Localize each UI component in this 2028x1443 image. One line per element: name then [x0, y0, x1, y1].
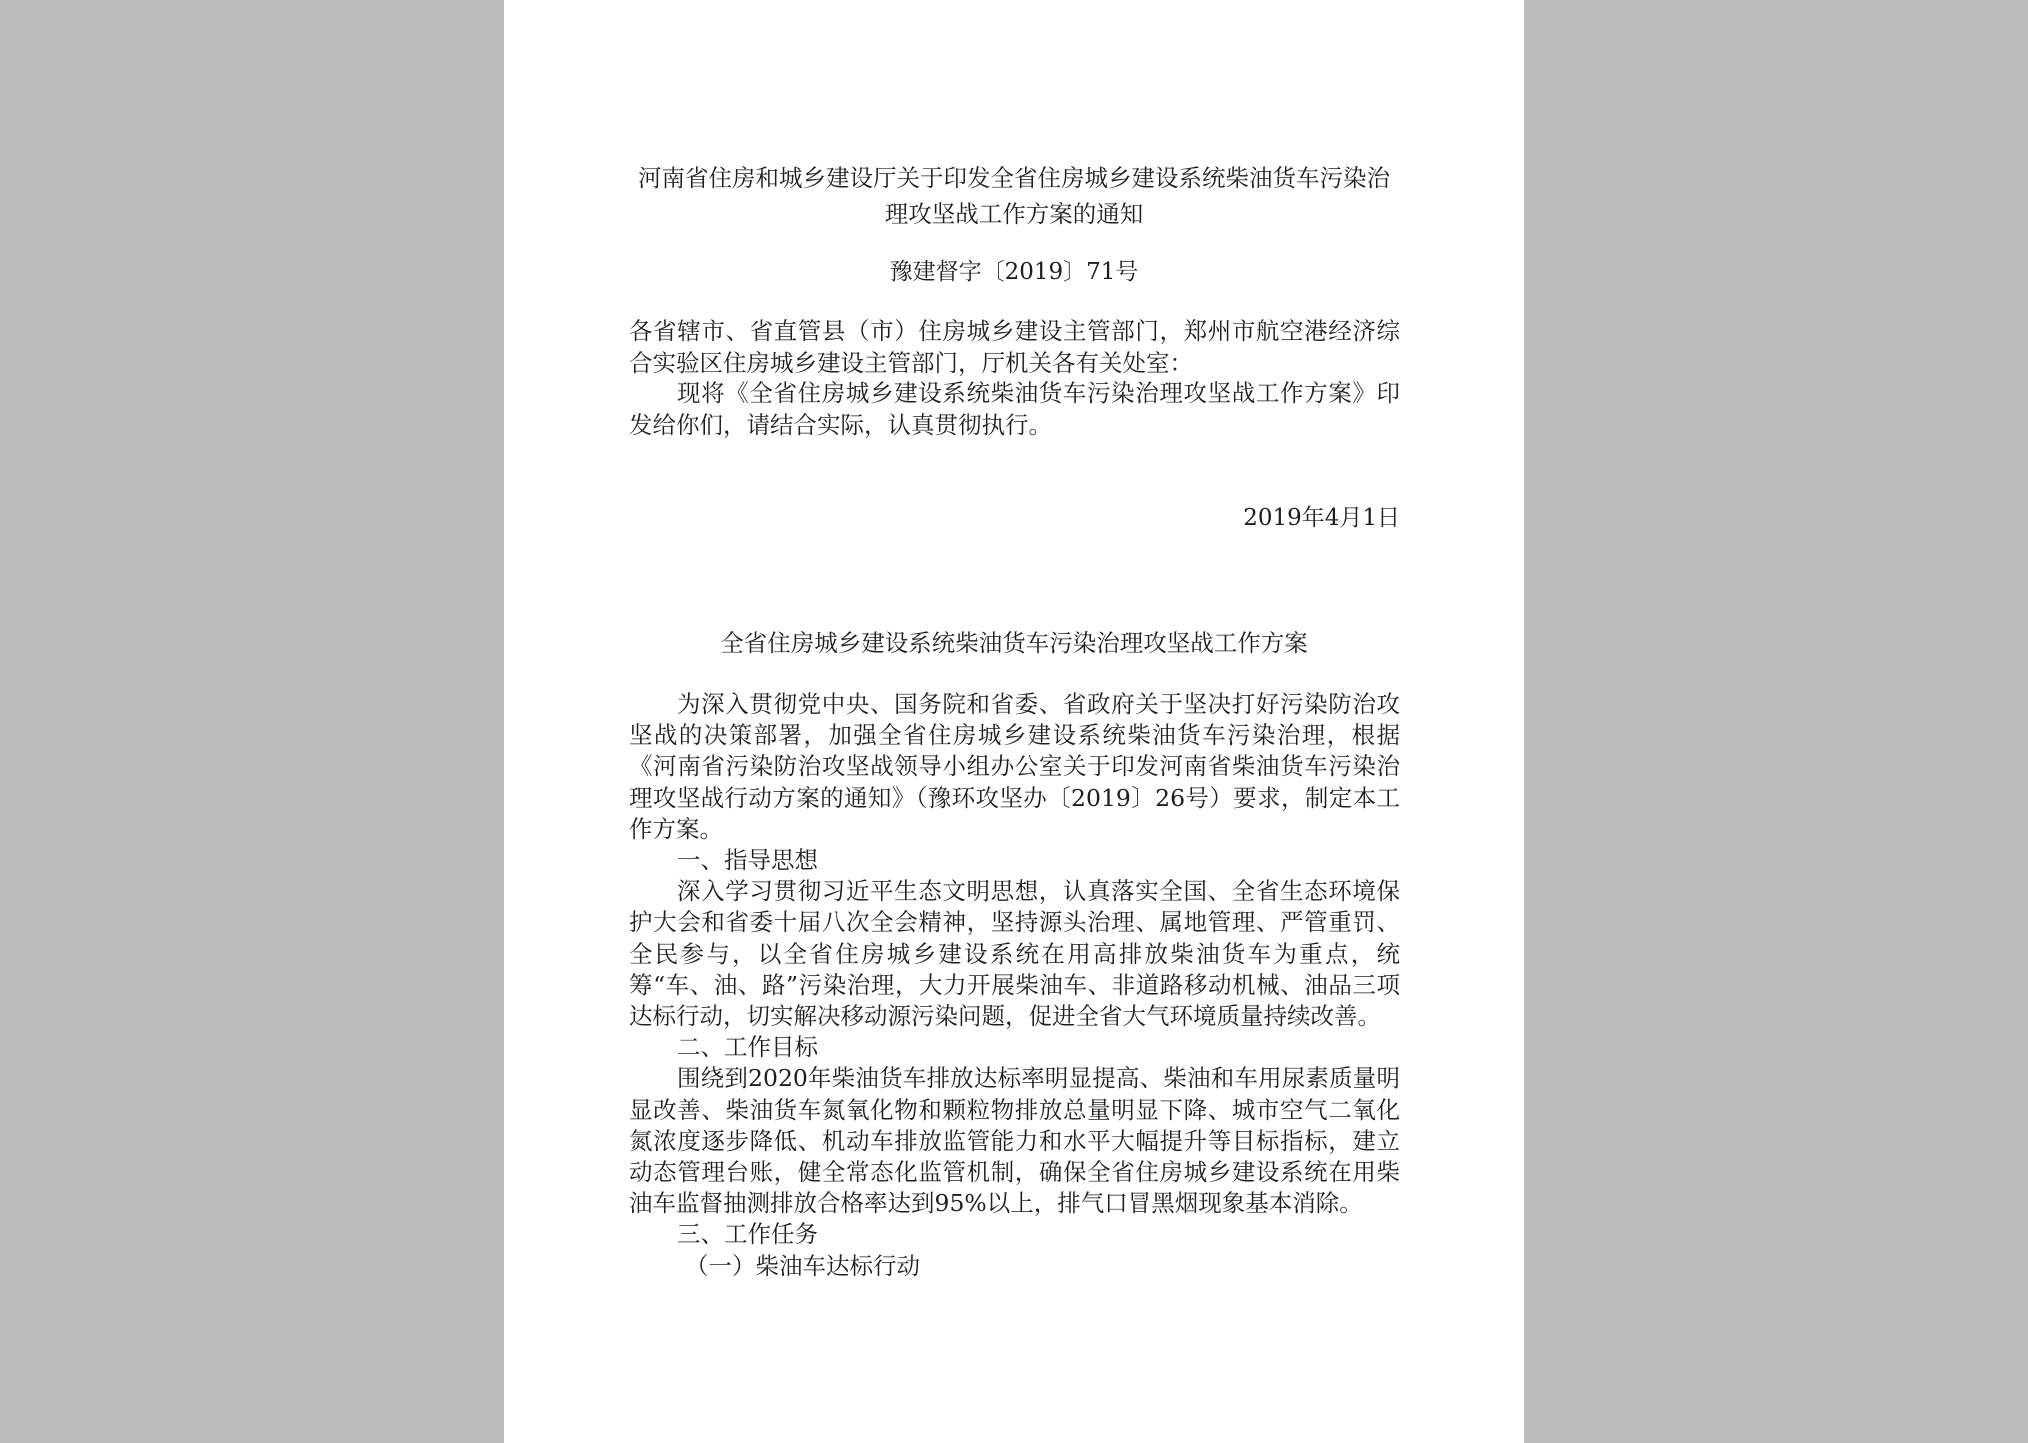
document-number: 豫建督字〔2019〕71号 — [889, 259, 1139, 285]
plan-title: 全省住房城乡建设系统柴油货车污染治理攻坚战工作方案 — [720, 629, 1308, 657]
guiding-ideology-paragraph: 深入学习贯彻习近平生态文明思想，认真落实全国、全省生态环境保护大会和省委十届八次全会精神，坚持源头治理、属地管理、严管重罚、全民参与，以全省住房城乡建设系统在用高排放柴油货车为重点，统筹“车、油、路”污染治理，大力开展柴油车、非道路移动机械、油品三项达标行动，切实解决移动源污染问题，促进全省大气环境质量持续改善。 — [629, 877, 1400, 1031]
notice-title: 河南省住房和城乡建设厅关于印发全省住房城乡建设系统柴油货车污染治理攻坚战工作方案的通知 — [638, 164, 1390, 228]
notice-body: 现将《全省住房城乡建设系统柴油货车污染治理攻坚战工作方案》印发给你们，请结合实际，认真贯彻执行。 — [629, 379, 1400, 439]
section-heading-work-goals: 二、工作目标 — [677, 1033, 818, 1062]
issue-date: 2019年4月1日 — [1243, 505, 1400, 531]
work-goals-paragraph: 围绕到2020年柴油货车排放达标率明显提高、柴油和车用尿素质量明显改善、柴油货车氮氧化物和颗粒物排放总量明显下降、城市空气二氧化氮浓度逐步降低、机动车排放监管能力和水平大幅提升等目标指标，建立动态管理台账，健全常态化监管机制，确保全省住房城乡建设系统在用柴油车监督抽测排放合格率达到95%以上，排气口冒黑烟现象基本消除。 — [629, 1064, 1400, 1218]
plan-intro-paragraph: 为深入贯彻党中央、国务院和省委、省政府关于坚决打好污染防治攻坚战的决策部署，加强全省住房城乡建设系统柴油货车污染治理，根据《河南省污染防治攻坚战领导小组办公室关于印发河南省柴油货车污染治理攻坚战行动方案的通知》（豫环攻坚办〔2019〕26号）要求，制定本工作方案。 — [629, 690, 1400, 843]
plan-body — [629, 689, 1400, 1282]
section-heading-guiding-ideology: 一、指导思想 — [677, 846, 818, 875]
addressee-line: 各省辖市、省直管县（市）住房城乡建设主管部门，郑州市航空港经济综合实验区住房城乡建设主管部门，厅机关各有关处室： — [629, 317, 1400, 377]
subsection-heading-diesel-compliance: （一）柴油车达标行动 — [685, 1251, 920, 1280]
section-heading-work-tasks: 三、工作任务 — [677, 1220, 818, 1249]
document-page — [504, 0, 1524, 1443]
